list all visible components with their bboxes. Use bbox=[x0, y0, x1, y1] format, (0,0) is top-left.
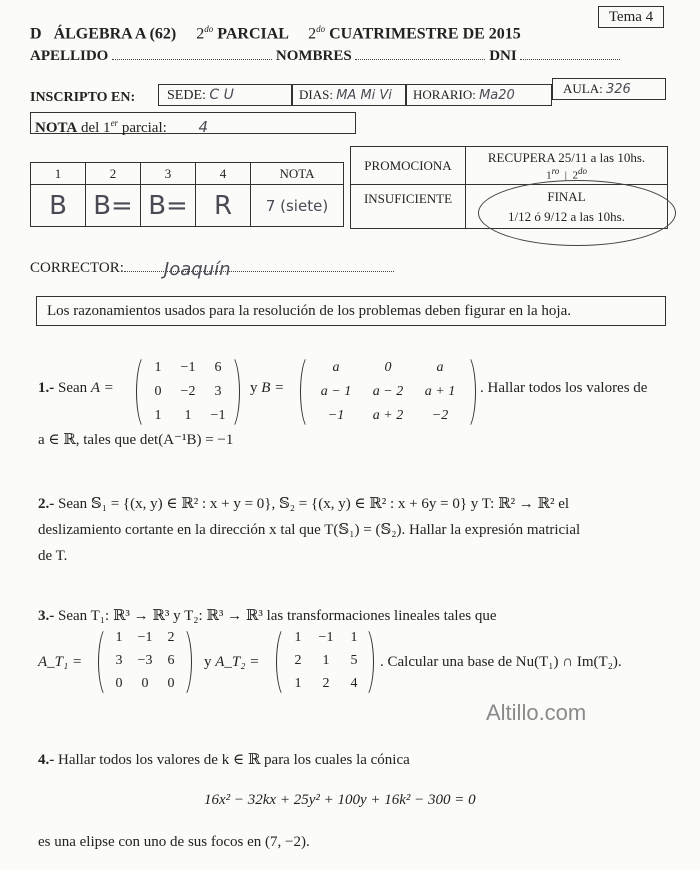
p1-A-cell: 1 bbox=[154, 408, 162, 423]
p1-A-cell: 6 bbox=[214, 360, 222, 375]
recupera-cell bbox=[466, 147, 668, 185]
p1-lead bbox=[38, 376, 114, 400]
final-circle-mark bbox=[478, 180, 676, 246]
p3-A1-cell: 0 bbox=[141, 676, 149, 691]
p3-A1-cell: 1 bbox=[115, 630, 123, 645]
p3-A2-cell: 1 bbox=[294, 630, 302, 645]
p4-line1-text: Hallar todos los valores de k ∈ ℝ para los cuales la cónica bbox=[58, 752, 410, 768]
apellido-label: APELLIDO bbox=[30, 48, 109, 64]
p1-A-cell: −1 bbox=[180, 360, 196, 375]
horario-label: HORARIO: bbox=[413, 87, 476, 102]
p3-tail: . Calcular una base de Nu(T₁) ∩ Im(T₂). bbox=[380, 654, 622, 670]
grade-header-nota: NOTA bbox=[251, 163, 344, 185]
final-label: FINAL bbox=[547, 188, 586, 204]
reasoning-note-box bbox=[36, 296, 666, 326]
p3-A1-cell: 6 bbox=[167, 653, 175, 668]
insuficiente-cell: INSUFICIENTE bbox=[351, 185, 466, 229]
p4-line1 bbox=[38, 748, 410, 772]
reasoning-note: Los razonamientos usados para la resolución de los problemas deben figurar en la hoja. bbox=[47, 303, 571, 319]
p3-A2-cell: 2 bbox=[294, 653, 302, 668]
nota-primer-value: 4 bbox=[198, 118, 209, 136]
topic-letter: D bbox=[30, 25, 42, 43]
p3-A1-name: A_T₁ = bbox=[38, 654, 83, 670]
exam-ord-sup: do bbox=[204, 24, 214, 34]
nota-label-rest: del 1 bbox=[80, 120, 111, 136]
p3-A1-cell: 0 bbox=[167, 676, 175, 691]
nota-primer-box bbox=[30, 112, 356, 134]
p3-matrix-A2 bbox=[276, 626, 374, 698]
sede-box bbox=[158, 84, 292, 106]
term-ord-sup: do bbox=[316, 24, 326, 34]
p3-A1-cell: −1 bbox=[137, 630, 153, 645]
p2-line1 bbox=[38, 492, 569, 516]
grade-value-3: B= bbox=[141, 185, 196, 227]
tema-label: Tema 4 bbox=[608, 9, 654, 25]
grade-value-nota: 7 (siete) bbox=[251, 185, 344, 227]
aula-value: 326 bbox=[605, 82, 631, 97]
p3-A1-cell: 0 bbox=[115, 676, 123, 691]
dni-label: DNI bbox=[489, 48, 517, 64]
nombres-field[interactable] bbox=[355, 59, 485, 60]
p3-number: 3.- bbox=[38, 608, 55, 624]
p2-number: 2.- bbox=[38, 496, 55, 512]
p4-equation: 16x² − 32kx + 25y² + 100y + 16k² − 300 = 0 bbox=[204, 792, 476, 808]
p1-A-cell: 1 bbox=[184, 408, 192, 423]
recupera-1: 1 bbox=[546, 169, 552, 182]
grade-header-2: 2 bbox=[86, 163, 141, 185]
nota-label-sup: er bbox=[110, 118, 119, 128]
p3-A2-cell: 2 bbox=[322, 676, 330, 691]
p4-number: 4.- bbox=[38, 752, 55, 768]
exam-label: PARCIAL bbox=[217, 25, 289, 43]
promociona-cell: PROMOCIONA bbox=[351, 147, 466, 185]
p1-B-cell: a bbox=[436, 360, 444, 375]
p1-matrix-A bbox=[136, 354, 240, 430]
p1-and bbox=[250, 376, 284, 400]
grade-value-1: B bbox=[31, 185, 86, 227]
watermark: Altillo.com bbox=[486, 700, 587, 725]
p1-line2: a ∈ ℝ, tales que det(A⁻¹B) = −1 bbox=[38, 432, 234, 448]
p1-B-cell: a bbox=[332, 360, 340, 375]
p3-A2-cell: 1 bbox=[322, 653, 330, 668]
aula-box bbox=[552, 78, 666, 100]
p3-and-text: y bbox=[204, 654, 212, 670]
grade-header-4: 4 bbox=[196, 163, 251, 185]
aula-label: AULA: bbox=[563, 81, 603, 96]
recupera-2: 2 bbox=[572, 169, 578, 182]
p1-B-cell: −1 bbox=[327, 408, 345, 423]
sede-value: C U bbox=[209, 87, 234, 103]
p1-B-name: B = bbox=[261, 380, 285, 396]
p1-B-cell: −2 bbox=[431, 408, 449, 423]
corrector-field[interactable] bbox=[124, 259, 394, 280]
p3-A2-name: A_T₂ = bbox=[215, 654, 260, 670]
horario-value: Ma20 bbox=[479, 88, 515, 103]
term-label: CUATRIMESTRE DE 2015 bbox=[329, 25, 521, 43]
identity-line bbox=[30, 48, 620, 65]
tema-box bbox=[598, 6, 664, 28]
p3-line1 bbox=[38, 604, 497, 628]
p3-line1-text: Sean T₁: ℝ³ → ℝ³ y T₂: ℝ³ → ℝ³ las transformaciones lineales tales que bbox=[58, 608, 497, 624]
final-dates: 1/12 ó 9/12 a las 10hs. bbox=[508, 208, 625, 224]
grades-table bbox=[30, 162, 344, 227]
dias-label: DIAS: bbox=[299, 87, 333, 102]
p3-and bbox=[204, 650, 259, 674]
apellido-field[interactable] bbox=[112, 59, 272, 60]
p1-A-cell: 3 bbox=[214, 384, 222, 399]
dni-field[interactable] bbox=[520, 59, 620, 60]
p3-matrix-A1 bbox=[98, 626, 192, 698]
corrector-value: Joaquín bbox=[163, 259, 231, 280]
p1-and-text: y bbox=[250, 380, 258, 396]
p1-matrix-B bbox=[300, 354, 476, 430]
p1-number: 1.- bbox=[38, 380, 55, 396]
p1-A-name: A = bbox=[90, 380, 114, 396]
recupera-1-sup: ro bbox=[551, 165, 560, 176]
p3-A2-cell: 4 bbox=[350, 676, 358, 691]
p2-line2: deslizamiento cortante en la dirección x tal que T(𝕊₁) = (𝕊₂). Hallar la expresión matricial bbox=[38, 522, 581, 538]
grades-header-row bbox=[31, 163, 344, 185]
nombres-label: NOMBRES bbox=[275, 48, 352, 64]
p1-B-cell: a + 1 bbox=[424, 384, 456, 399]
corrector-line bbox=[30, 259, 394, 280]
exam-header bbox=[30, 24, 521, 43]
recupera-options: $1^{ro}$ | $2^{do}$ bbox=[546, 165, 587, 182]
p3-A1-cell: −3 bbox=[137, 653, 153, 668]
nota-label-end: parcial: bbox=[121, 120, 167, 136]
p1-tail: . Hallar todos los valores de bbox=[480, 380, 648, 396]
grade-header-3: 3 bbox=[141, 163, 196, 185]
p1-A-cell: −2 bbox=[180, 384, 196, 399]
p1-B-cell: a + 2 bbox=[372, 408, 404, 423]
p2-line1-text: Sean 𝕊₁ = {(x, y) ∈ ℝ² : x + y = 0}, 𝕊₂ = {(x, y) ∈ ℝ² : x + 6y = 0} y T: ℝ² → ℝ² el bbox=[58, 496, 570, 512]
grade-value-4: R bbox=[196, 185, 251, 227]
nota-label: NOTA bbox=[35, 120, 78, 136]
p3-A1-cell: 2 bbox=[167, 630, 175, 645]
course-name: ÁLGEBRA A (62) bbox=[53, 25, 177, 43]
term-ord: 2 bbox=[308, 25, 317, 43]
p4-line3: es una elipse con uno de sus focos en (7, −2). bbox=[38, 834, 310, 850]
result-row-top bbox=[351, 147, 668, 185]
p1-B-cell: 0 bbox=[384, 360, 392, 375]
dias-box bbox=[292, 84, 406, 106]
p3-A2-cell: 1 bbox=[294, 676, 302, 691]
p3-A1-cell: 3 bbox=[115, 653, 123, 668]
inscripto-label: INSCRIPTO EN: bbox=[30, 90, 136, 105]
p1-A-cell: 0 bbox=[154, 384, 162, 399]
sede-label: SEDE: bbox=[167, 88, 206, 103]
recupera-2-sup: do bbox=[577, 165, 587, 176]
dias-value: MA Mi Vi bbox=[336, 88, 392, 103]
grade-value-2: B= bbox=[86, 185, 141, 227]
p1-A-cell: 1 bbox=[154, 360, 162, 375]
horario-box bbox=[406, 84, 552, 106]
recupera-label: RECUPERA 25/11 a las 10hs. bbox=[487, 149, 646, 165]
exam-ord: 2 bbox=[196, 25, 205, 43]
p1-B-cell: a − 2 bbox=[372, 384, 404, 399]
grades-value-row bbox=[31, 185, 344, 227]
p1-A-cell: −1 bbox=[210, 408, 226, 423]
p2-line3: de T. bbox=[38, 548, 68, 564]
p1-B-cell: a − 1 bbox=[320, 384, 352, 399]
p1-lead-text: Sean bbox=[58, 380, 88, 396]
p3-A2-cell: −1 bbox=[318, 630, 334, 645]
corrector-label: CORRECTOR: bbox=[30, 260, 124, 276]
grade-header-1: 1 bbox=[31, 163, 86, 185]
p3-A2-cell: 5 bbox=[350, 653, 358, 668]
p3-A2-cell: 1 bbox=[350, 630, 358, 645]
